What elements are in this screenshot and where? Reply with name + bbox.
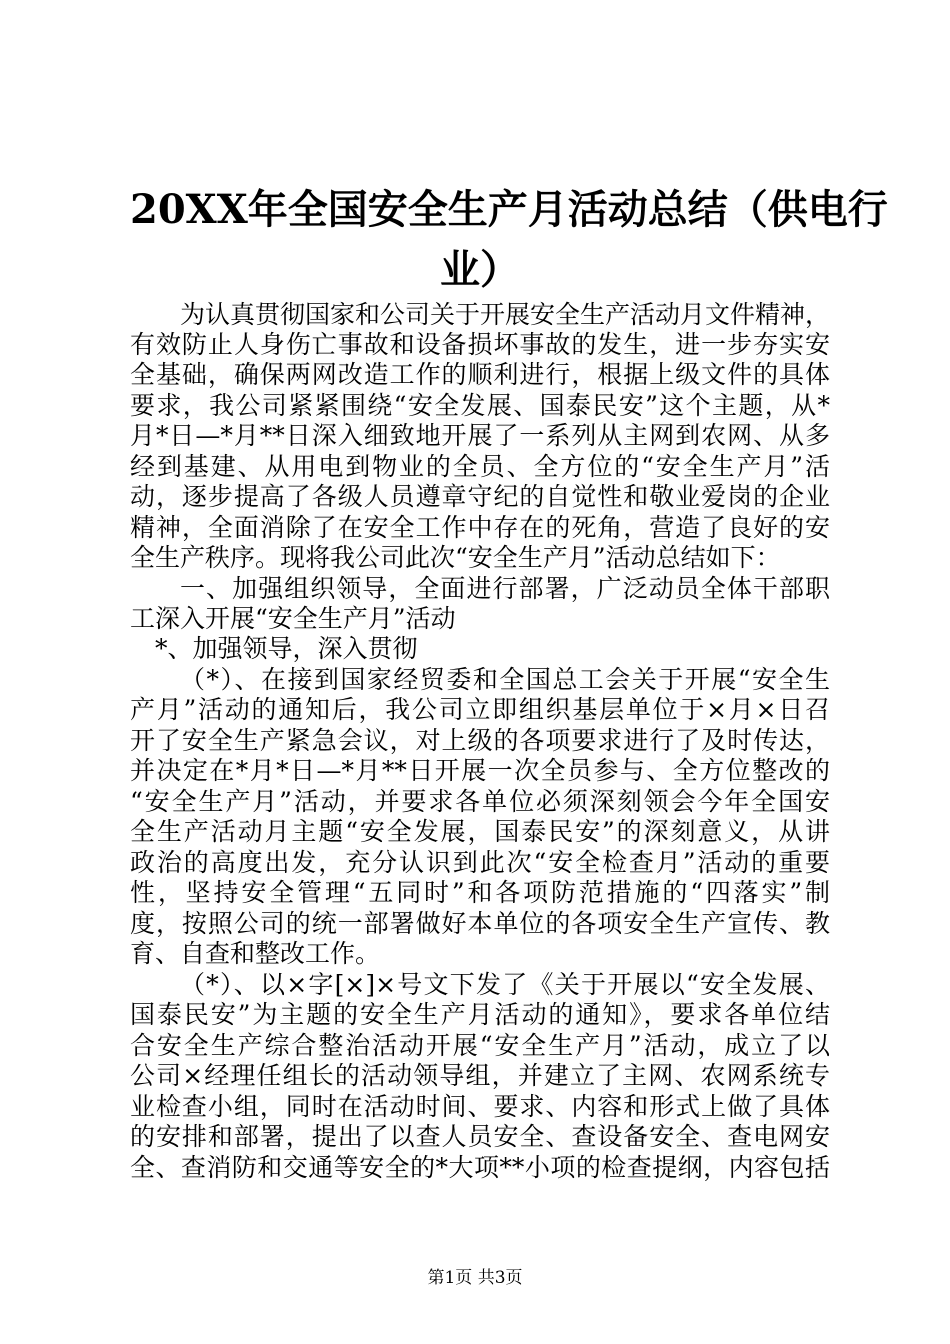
body-line: （*）、以×字[×]×号文下发了《关于开展以“安全发展、 bbox=[180, 970, 830, 999]
section-heading-line: 一、加强组织领导，全面进行部署，广泛动员全体干部职 bbox=[180, 574, 830, 603]
body-line: 国泰民安”为主题的安全生产月活动的通知》，要求各单位结 bbox=[130, 1000, 830, 1029]
body-line: 经到基建、从用电到物业的全员、全方位的“安全生产月”活 bbox=[130, 452, 830, 481]
section-heading-line: 工深入开展“安全生产月”活动 bbox=[130, 604, 456, 633]
body-line: 全、查消防和交通等安全的*大项**小项的检查提纲，内容包括 bbox=[130, 1153, 830, 1182]
body-line: 度，按照公司的统一部署做好本单位的各项安全生产宣传、教 bbox=[130, 909, 830, 938]
document-title-line-1: 20XX年全国安全生产月活动总结（供电行 bbox=[130, 186, 888, 233]
body-line: 业检查小组，同时在活动时间、要求、内容和形式上做了具体 bbox=[130, 1092, 830, 1121]
body-line: 动，逐步提高了各级人员遵章守纪的自觉性和敬业爱岗的企业 bbox=[130, 482, 830, 511]
body-line: 全基础，确保两网改造工作的顺利进行，根据上级文件的具体 bbox=[130, 360, 830, 389]
subsection-heading: *、加强领导，深入贯彻 bbox=[155, 634, 418, 663]
body-line: 并决定在*月*日—*月**日开展一次全员参与、全方位整改的 bbox=[130, 756, 830, 785]
body-line: 精神，全面消除了在安全工作中存在的死角，营造了良好的安 bbox=[130, 513, 830, 542]
body-line: 全生产秩序。现将我公司此次“安全生产月”活动总结如下： bbox=[130, 543, 781, 572]
body-line: 政治的高度出发，充分认识到此次“安全检查月”活动的重要 bbox=[130, 848, 830, 877]
body-line: 公司×经理任组长的活动领导组，并建立了主网、农网系统专 bbox=[130, 1061, 830, 1090]
page-number-footer: 第1页 共3页 bbox=[427, 1268, 523, 1288]
body-line: 合安全生产综合整治活动开展“安全生产月”活动，成立了以 bbox=[130, 1031, 830, 1060]
body-line: 育、自查和整改工作。 bbox=[130, 939, 381, 968]
body-line: （*）、在接到国家经贸委和全国总工会关于开展“安全生 bbox=[180, 665, 830, 694]
body-line: 产月”活动的通知后，我公司立即组织基层单位于×月×日召 bbox=[130, 695, 830, 724]
body-line: 月*日—*月**日深入细致地开展了一系列从主网到农网、从多 bbox=[130, 421, 830, 450]
document-title-line-2: 业） bbox=[440, 246, 520, 293]
body-line: 有效防止人身伤亡事故和设备损坏事故的发生，进一步夯实安 bbox=[130, 330, 830, 359]
body-line: 全生产活动月主题“安全发展，国泰民安”的深刻意义，从讲 bbox=[130, 817, 830, 846]
body-line: 的安排和部署，提出了以查人员安全、查设备安全、查电网安 bbox=[130, 1122, 830, 1151]
body-line: 为认真贯彻国家和公司关于开展安全生产活动月文件精神， bbox=[180, 300, 831, 329]
body-line: 开了安全生产紧急会议，对上级的各项要求进行了及时传达， bbox=[130, 726, 830, 755]
body-line: 性，坚持安全管理“五同时”和各项防范措施的“四落实”制 bbox=[130, 878, 830, 907]
body-line: “安全生产月”活动，并要求各单位必须深刻领会今年全国安 bbox=[130, 787, 830, 816]
body-line: 要求，我公司紧紧围绕“安全发展、国泰民安”这个主题，从* bbox=[130, 391, 830, 420]
